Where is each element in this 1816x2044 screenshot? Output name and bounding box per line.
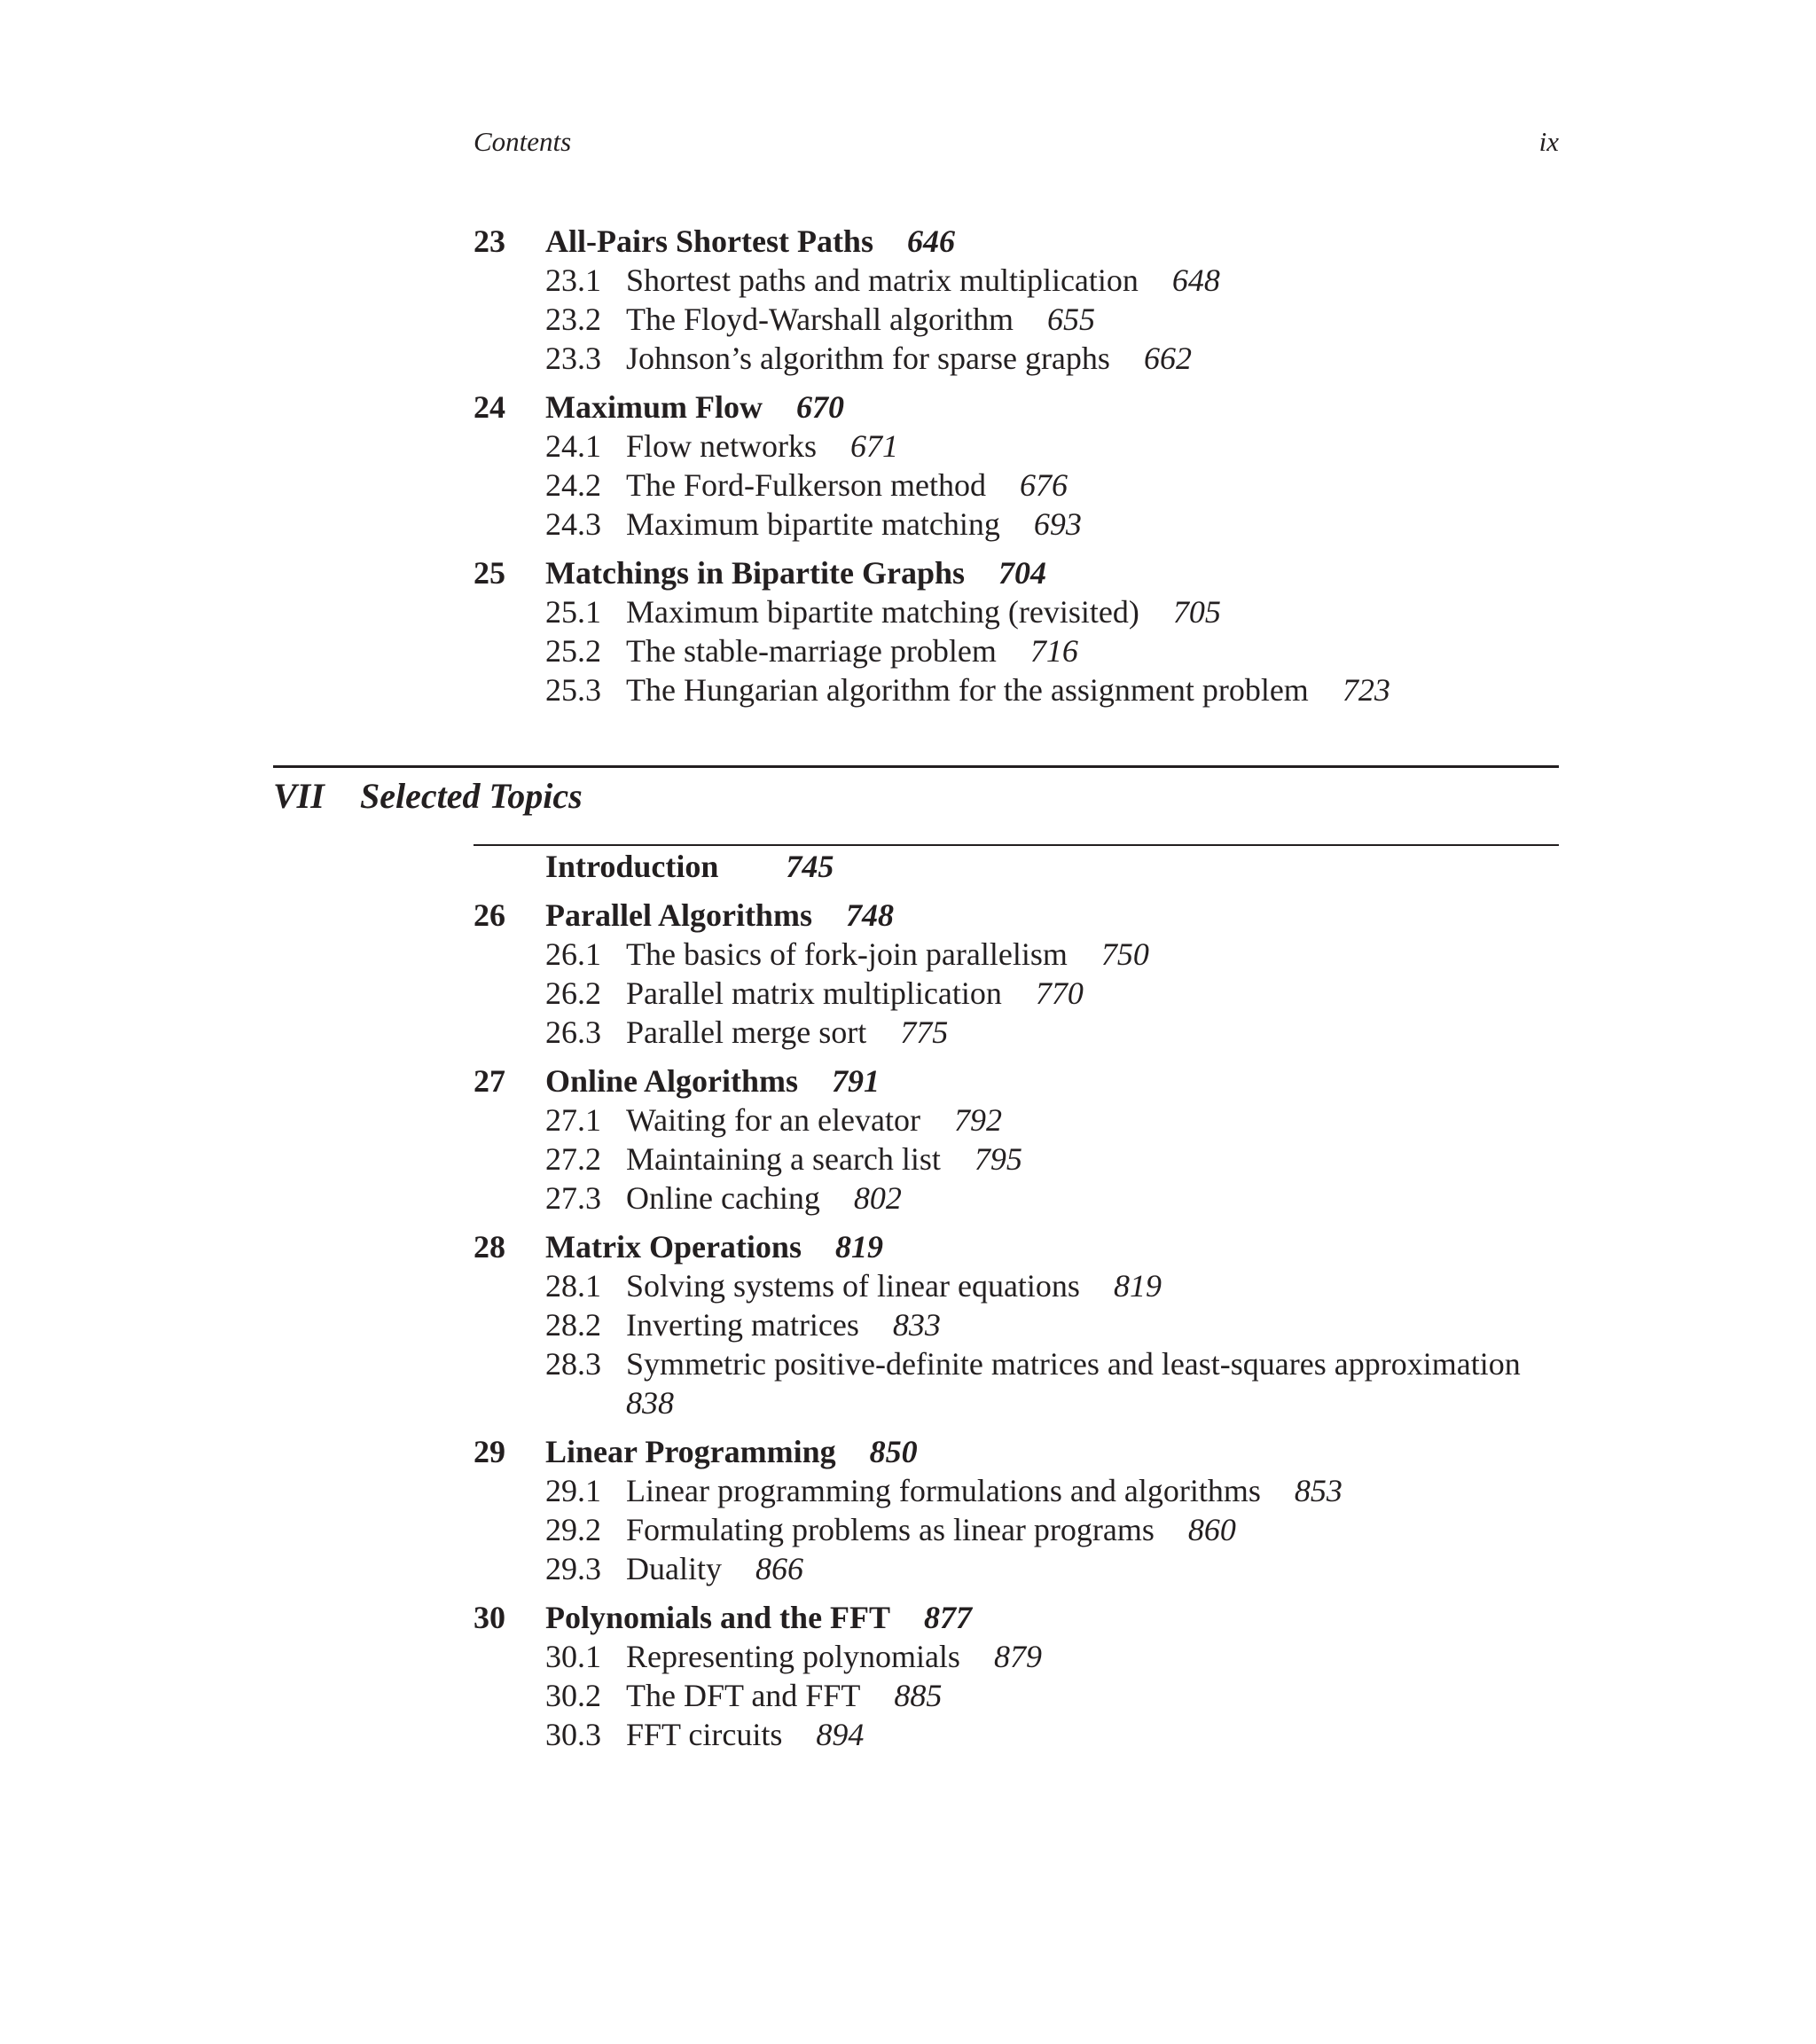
section-number: 24.1 — [545, 428, 601, 464]
chapter-title: Matrix Operations — [545, 1229, 802, 1265]
section-title: The Hungarian algorithm for the assignment problem — [626, 672, 1309, 708]
chapter-heading — [474, 553, 1559, 592]
section-entry — [474, 1549, 1559, 1588]
section-number: 23.3 — [545, 341, 601, 376]
page-number: ix — [1538, 126, 1559, 157]
chapter-title: Parallel Algorithms — [545, 897, 812, 933]
section-title: Solving systems of linear equations — [626, 1268, 1080, 1304]
section-number: 26.2 — [545, 975, 601, 1011]
section-page: 879 — [993, 1639, 1042, 1674]
section-title: FFT circuits — [626, 1717, 783, 1752]
section-title: Waiting for an elevator — [626, 1102, 920, 1138]
chapter-title: Matchings in Bipartite Graphs — [545, 555, 966, 591]
section-page: 750 — [1100, 936, 1149, 972]
section-number: 25.2 — [545, 633, 601, 669]
chapter-entry — [474, 1432, 1559, 1588]
introduction-label: Introduction — [545, 849, 719, 884]
section-title: The stable-marriage problem — [626, 633, 997, 669]
section-page: 775 — [900, 1014, 949, 1050]
part-heading — [273, 771, 583, 821]
section-title: Inverting matrices — [626, 1307, 859, 1343]
section-entry — [474, 339, 1559, 378]
section-number: 28.3 — [545, 1346, 601, 1382]
part-number: VII — [273, 776, 325, 816]
chapter-number: 24 — [474, 389, 505, 425]
chapter-title: Maximum Flow — [545, 389, 763, 425]
chapter-heading — [474, 388, 1559, 427]
section-number: 30.3 — [545, 1717, 601, 1752]
section-entry — [474, 1100, 1559, 1139]
chapter-heading — [474, 896, 1559, 935]
part-title: Selected Topics — [360, 776, 583, 816]
chapter-number: 26 — [474, 897, 505, 933]
section-number: 27.1 — [545, 1102, 601, 1138]
section-title: Parallel merge sort — [626, 1014, 867, 1050]
section-page: 716 — [1029, 633, 1078, 669]
section-entry — [474, 1471, 1559, 1510]
section-number: 25.3 — [545, 672, 601, 708]
section-number: 29.2 — [545, 1512, 601, 1547]
section-number: 26.3 — [545, 1014, 601, 1050]
section-entry — [474, 1305, 1559, 1344]
section-page: 648 — [1171, 262, 1220, 298]
section-entry — [474, 974, 1559, 1013]
part-divider-bottom — [474, 844, 1559, 846]
section-page: 770 — [1035, 975, 1084, 1011]
section-page: 792 — [953, 1102, 1002, 1138]
toc-chapters-part6 — [474, 222, 1559, 719]
section-number: 27.3 — [545, 1180, 601, 1216]
chapter-number: 28 — [474, 1229, 505, 1265]
section-entry — [474, 1266, 1559, 1305]
section-number: 27.2 — [545, 1141, 601, 1177]
section-page: 866 — [755, 1551, 803, 1586]
introduction-page: 745 — [786, 849, 834, 884]
section-entry — [474, 1715, 1559, 1754]
part-divider-top — [273, 765, 1559, 768]
section-page: 676 — [1019, 467, 1068, 503]
section-title: Representing polynomials — [626, 1639, 960, 1674]
section-number: 24.2 — [545, 467, 601, 503]
section-number: 29.1 — [545, 1473, 601, 1508]
chapter-title: Polynomials and the FFT — [545, 1600, 891, 1635]
section-page: 662 — [1143, 341, 1192, 376]
chapter-page: 850 — [869, 1434, 918, 1469]
section-body — [626, 1344, 1521, 1422]
section-number: 28.2 — [545, 1307, 601, 1343]
section-page: 860 — [1187, 1512, 1236, 1547]
chapter-heading — [474, 1598, 1559, 1637]
section-entry — [474, 1676, 1559, 1715]
section-title: Maintaining a search list — [626, 1141, 941, 1177]
section-entry — [474, 592, 1559, 631]
chapter-title: Linear Programming — [545, 1434, 836, 1469]
section-entry — [474, 1179, 1559, 1218]
chapter-page: 877 — [924, 1600, 973, 1635]
section-entry — [474, 1510, 1559, 1549]
section-entry — [474, 261, 1559, 300]
toc-chapters-part7 — [474, 847, 1559, 1764]
chapter-number: 27 — [474, 1063, 505, 1099]
section-title: Linear programming formulations and algorithms — [626, 1473, 1261, 1508]
chapter-entry — [474, 1061, 1559, 1218]
section-number: 23.2 — [545, 302, 601, 337]
section-number: 30.1 — [545, 1639, 601, 1674]
section-entry — [474, 466, 1559, 505]
section-title: Online caching — [626, 1180, 820, 1216]
chapter-entry — [474, 222, 1559, 378]
section-entry — [474, 427, 1559, 466]
section-page: 833 — [892, 1307, 941, 1343]
section-number: 25.1 — [545, 594, 601, 630]
chapter-entry — [474, 1227, 1559, 1422]
chapter-page: 819 — [834, 1229, 883, 1265]
chapter-title: Online Algorithms — [545, 1063, 799, 1099]
section-title: Formulating problems as linear programs — [626, 1512, 1155, 1547]
section-page: 802 — [853, 1180, 902, 1216]
section-number: 26.1 — [545, 936, 601, 972]
section-title: Maximum bipartite matching (revisited) — [626, 594, 1139, 630]
chapter-page: 791 — [832, 1063, 881, 1099]
chapter-number: 29 — [474, 1434, 505, 1469]
section-title: Parallel matrix multiplication — [626, 975, 1002, 1011]
section-title: Johnson’s algorithm for sparse graphs — [626, 341, 1110, 376]
chapter-page: 646 — [906, 223, 955, 259]
section-page: 853 — [1294, 1473, 1342, 1508]
section-number: 29.3 — [545, 1551, 601, 1586]
chapter-entry — [474, 1598, 1559, 1754]
section-entry — [474, 670, 1559, 709]
chapter-heading — [474, 1227, 1559, 1266]
section-page: 885 — [894, 1678, 943, 1713]
chapter-title: All-Pairs Shortest Paths — [545, 223, 873, 259]
section-entry — [474, 505, 1559, 544]
section-page: 671 — [850, 428, 898, 464]
section-entry — [474, 1013, 1559, 1052]
chapter-number: 30 — [474, 1600, 505, 1635]
section-number: 23.1 — [545, 262, 601, 298]
section-page: 655 — [1047, 302, 1096, 337]
section-title: Maximum bipartite matching — [626, 506, 1000, 542]
chapter-page: 670 — [795, 389, 844, 425]
chapter-number: 23 — [474, 223, 505, 259]
section-title: The DFT and FFT — [626, 1678, 861, 1713]
chapter-heading — [474, 1061, 1559, 1100]
section-page: 723 — [1342, 672, 1390, 708]
chapter-entry — [474, 896, 1559, 1052]
section-page: 838 — [626, 1385, 674, 1421]
section-title: Duality — [626, 1551, 722, 1586]
section-number: 30.2 — [545, 1678, 601, 1713]
section-title: The basics of fork-join parallelism — [626, 936, 1068, 972]
chapter-entry — [474, 553, 1559, 709]
part-introduction-entry — [474, 847, 1559, 886]
section-page: 705 — [1172, 594, 1221, 630]
section-title: Symmetric positive-definite matrices and least-squares approximation — [626, 1346, 1521, 1382]
chapter-page: 748 — [845, 897, 894, 933]
chapter-entry — [474, 388, 1559, 544]
section-entry — [474, 631, 1559, 670]
section-page: 819 — [1113, 1268, 1162, 1304]
section-page: 693 — [1033, 506, 1082, 542]
section-number: 24.3 — [545, 506, 601, 542]
section-title: Shortest paths and matrix multiplication — [626, 262, 1139, 298]
section-title: The Ford-Fulkerson method — [626, 467, 986, 503]
section-page: 894 — [816, 1717, 865, 1752]
section-title: Flow networks — [626, 428, 817, 464]
chapter-page: 704 — [998, 555, 1047, 591]
section-entry — [474, 300, 1559, 339]
section-title: The Floyd-Warshall algorithm — [626, 302, 1014, 337]
section-number: 28.1 — [545, 1268, 601, 1304]
section-entry — [474, 1139, 1559, 1179]
section-page: 795 — [974, 1141, 1022, 1177]
chapter-heading — [474, 1432, 1559, 1471]
chapter-heading — [474, 222, 1559, 261]
running-head — [474, 126, 1559, 161]
running-head-title: Contents — [474, 126, 572, 157]
section-entry — [474, 1637, 1559, 1676]
chapter-number: 25 — [474, 555, 505, 591]
section-entry — [474, 1344, 1559, 1422]
section-entry — [474, 935, 1559, 974]
